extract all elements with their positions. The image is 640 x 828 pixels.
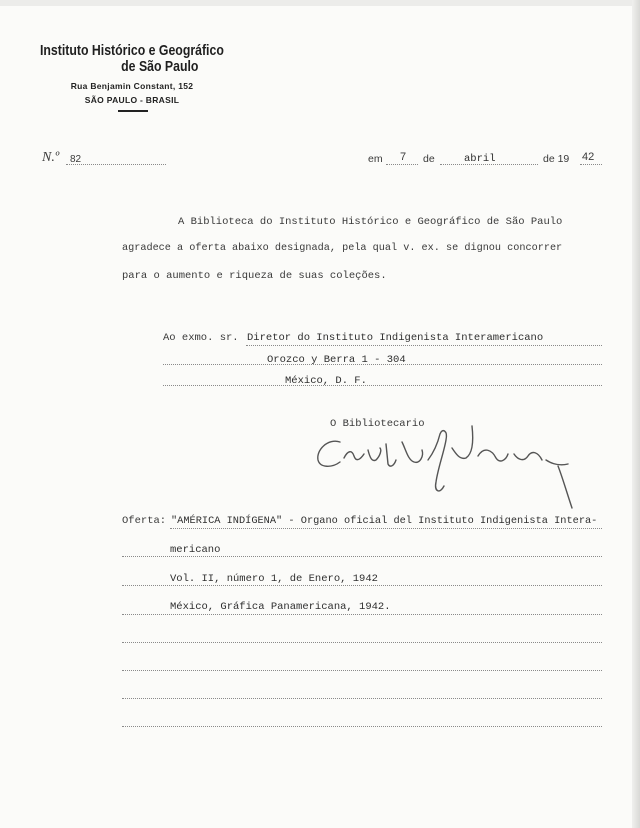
date-day-dotted-line xyxy=(386,164,418,165)
offer-line-4: México, Gráfica Panamericana, 1942. xyxy=(170,601,391,613)
date-year: 42 xyxy=(582,151,595,163)
offer-dotted-line-2 xyxy=(122,556,602,557)
addressee-dotted-line-1 xyxy=(246,345,602,346)
offer-line-1: "AMÉRICA INDÍGENA" - Organo oficial del Instituto Indigenista Intera- xyxy=(171,515,598,527)
letterhead-city: SÃO PAULO - BRASIL xyxy=(84,95,180,105)
date-year-dotted-line xyxy=(580,164,602,165)
addressee-line-2: Orozco y Berra 1 - 304 xyxy=(267,354,406,366)
date-de-label: de xyxy=(423,153,435,165)
offer-line-2: mericano xyxy=(170,544,221,556)
letterhead-address: Rua Benjamin Constant, 152 xyxy=(70,81,194,91)
offer-dotted-line-1 xyxy=(170,528,602,529)
body-line-3: para o aumento e riqueza de suas coleções. xyxy=(122,270,387,282)
number-label: N.º xyxy=(42,150,60,165)
date-year-prefix: de 19 xyxy=(543,153,570,165)
offer-dotted-line-8 xyxy=(122,726,602,727)
addressee-dotted-line-3 xyxy=(163,385,602,386)
offer-dotted-line-4 xyxy=(122,614,602,615)
addressee-line-1: Diretor do Instituto Indigenista Interamericano xyxy=(247,332,544,344)
addressee-label: Ao exmo. sr. xyxy=(163,332,239,344)
date-em-label: em xyxy=(368,153,383,165)
signature-title: O Bibliotecario xyxy=(330,418,425,430)
number-value: 82 xyxy=(70,154,82,165)
page-edge-right xyxy=(632,0,640,828)
letterhead-name-line2: de São Paulo xyxy=(121,58,199,75)
offer-dotted-line-5 xyxy=(122,642,602,643)
page-edge-top xyxy=(0,0,640,6)
offer-dotted-line-3 xyxy=(122,585,602,586)
letterhead-name-line1: Instituto Histórico e Geográfico xyxy=(40,42,224,59)
handwritten-signature xyxy=(310,420,580,515)
date-month: abril xyxy=(464,153,496,165)
addressee-line-3: México, D. F. xyxy=(285,375,367,387)
offer-dotted-line-6 xyxy=(122,670,602,671)
date-day: 7 xyxy=(400,151,407,163)
offer-line-3: Vol. II, número 1, de Enero, 1942 xyxy=(170,573,378,585)
body-line-1: A Biblioteca do Instituto Histórico e Geográfico de São Paulo xyxy=(178,216,563,228)
offer-label: Oferta: xyxy=(122,515,167,527)
offer-dotted-line-7 xyxy=(122,698,602,699)
body-line-2: agradece a oferta abaixo designada, pela qual v. ex. se dignou concorrer xyxy=(122,243,563,254)
letterhead-rule xyxy=(118,110,148,112)
